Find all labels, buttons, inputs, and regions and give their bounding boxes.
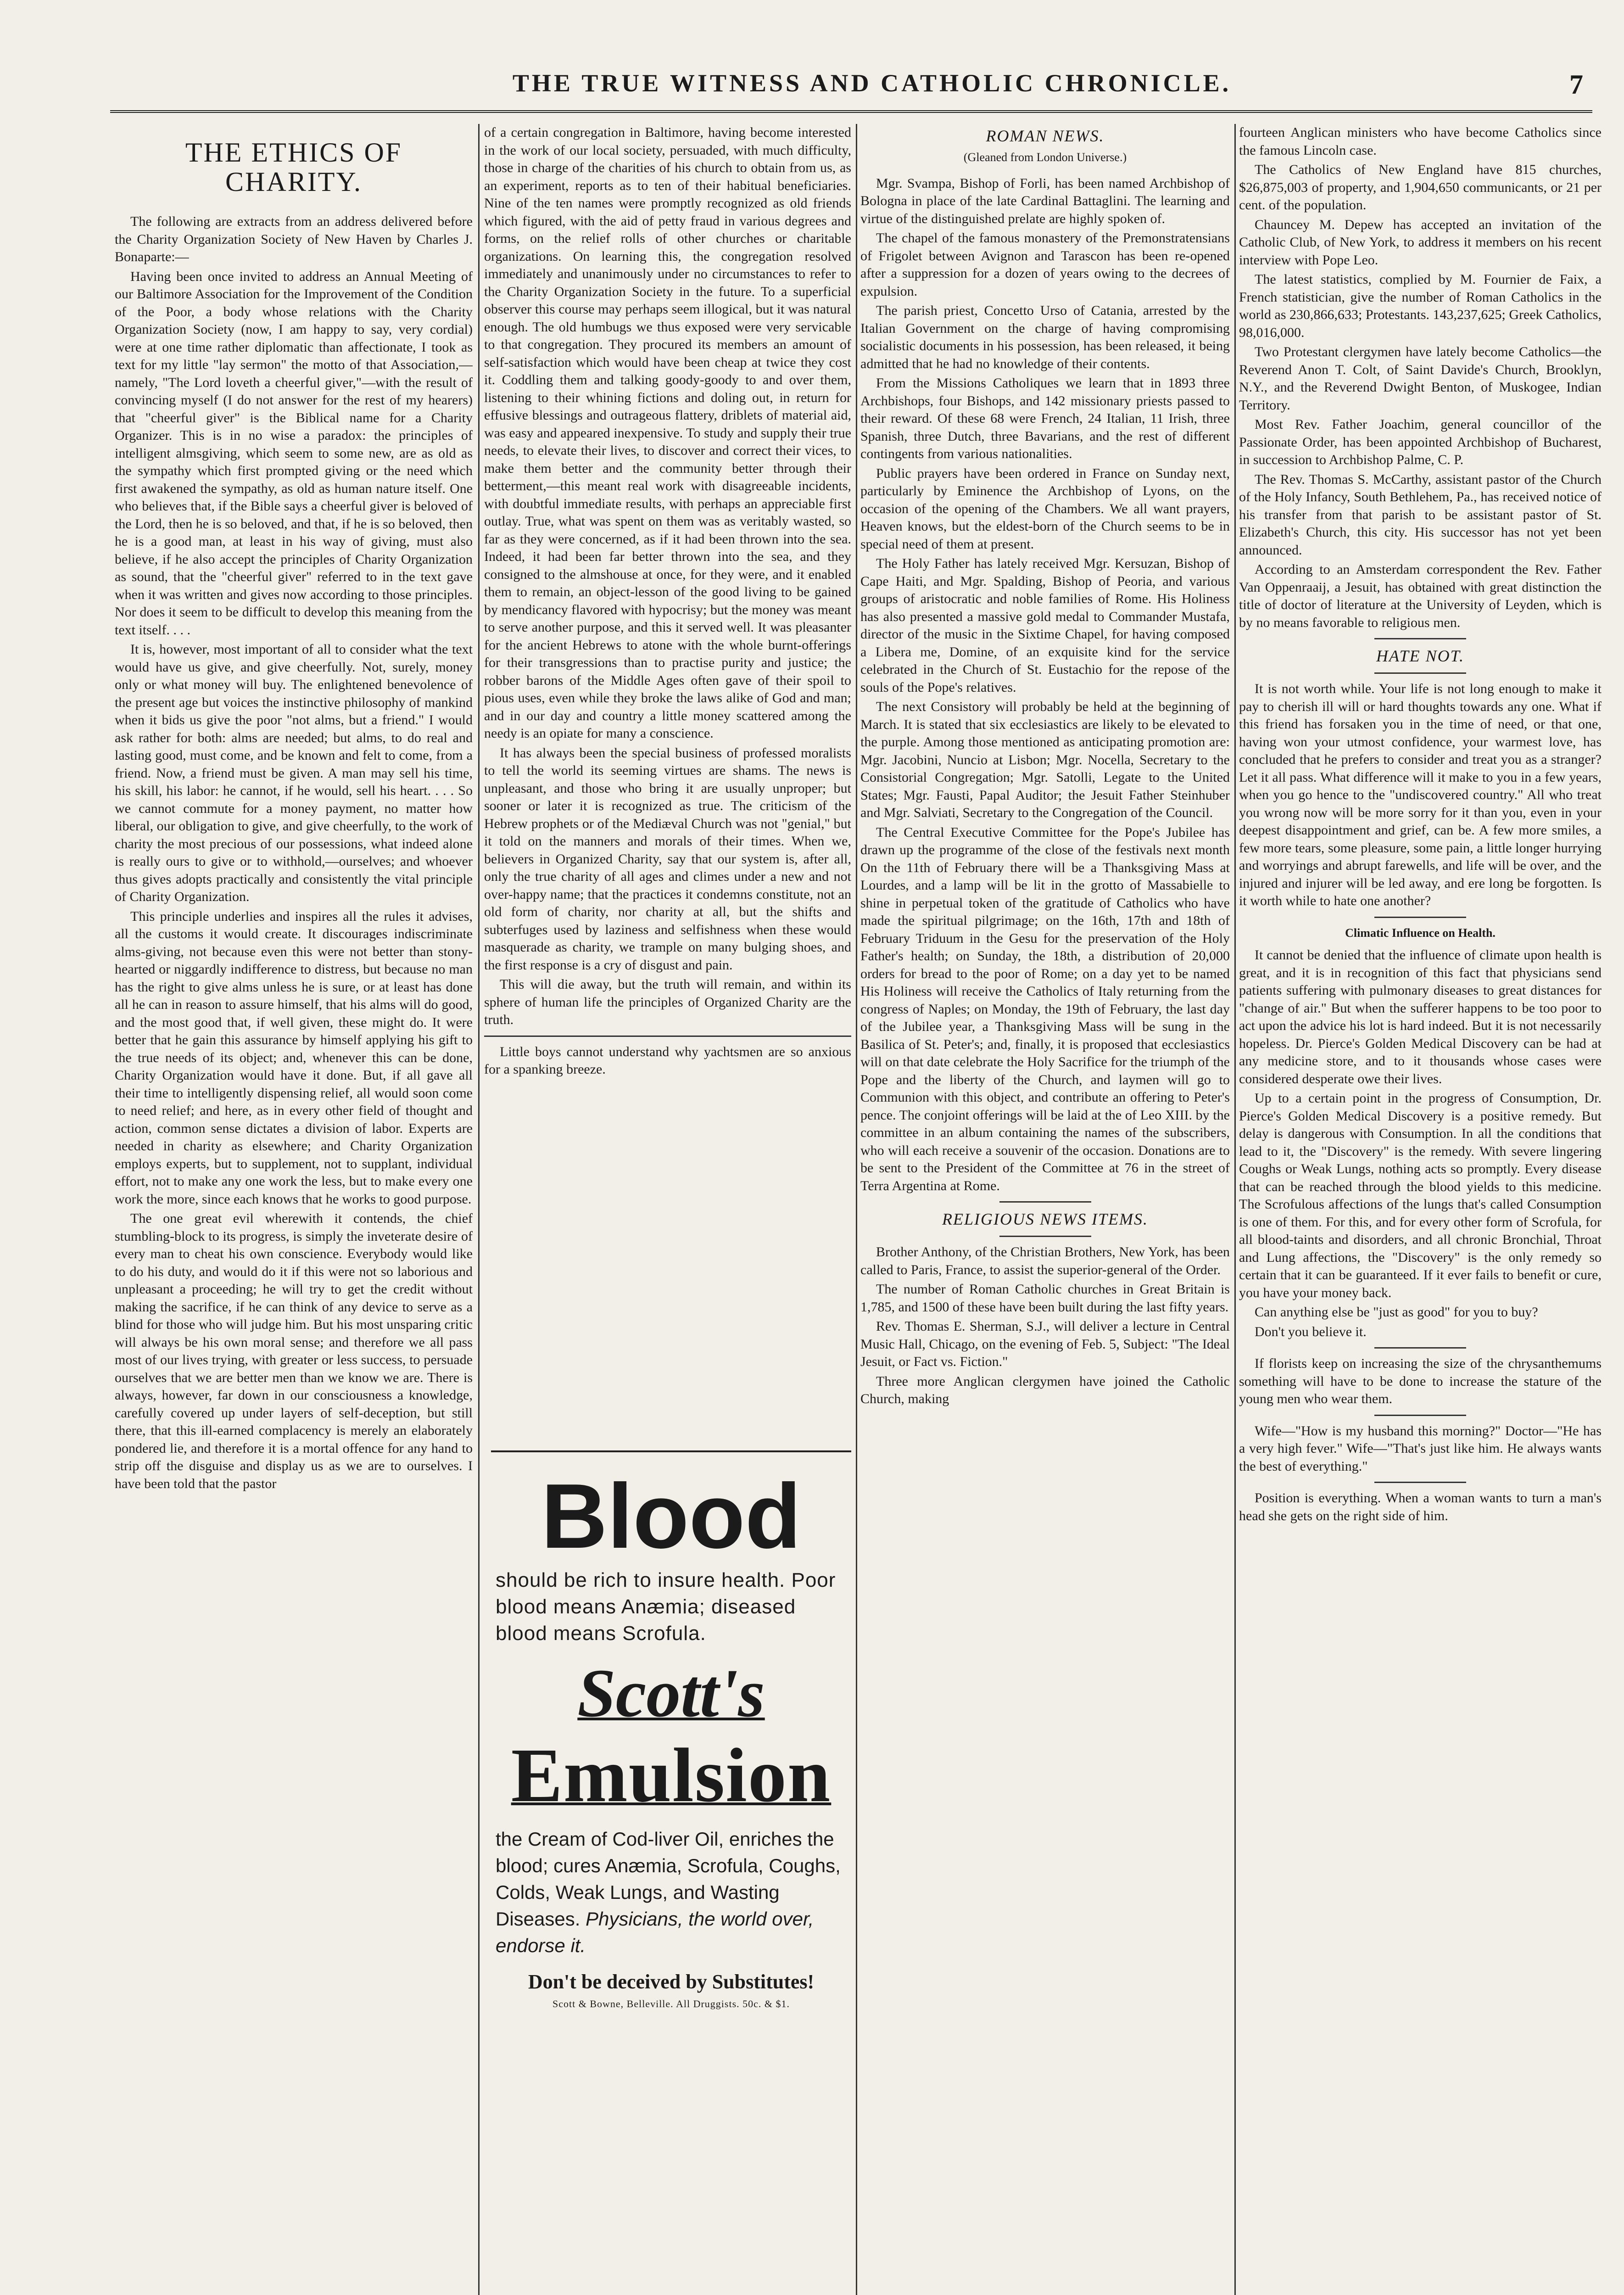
section-rule xyxy=(1374,672,1466,674)
scotts-emulsion-advertisement xyxy=(491,1450,851,2278)
ad-warning: Don't be deceived by Substitutes! xyxy=(528,1970,815,1993)
paragraph: of a certain congregation in Baltimore, having become interested in the work of our local society, persuaded, with much difficulty, those in charge of the charities of his church to obtain from us, as an experiment, reports as to ten of their habitual beneficiaries. Nine of the ten names were promptly recognized as old friends which figured, with the aid of petty fraud in various degrees and forms, on the relief rolls of other churches or charitable organizations. On learning this, the congregation resolved immediately and unanimously under no circumstances to refer to the Charity Organization Society in the future. To a superficial observer this course may perhaps seem illogical, but it was natural enough. The old humbugs we thus exposed were very servicable to that congregation. They procured its members an amount of self-satisfaction which would have been cheap at twice they cost it. Coddling them and talking goody-goody to and over them, listening to their whining fictions and doling out, in return for effusive blessings and outrageous flattery, driblets of material aid, was easy and appeared inexpensive. To study and supply their true needs, to elevate their lives, to discover and correct their vices, to make them better and the community better through their betterment,—this meant real work with disagreeable incidents, with doubtful immediate results, with perhaps an appreciable first outlay. True, what was spent on them was as veritably wasted, so far as they were concerned, as if it had been thrown into the sea. Indeed, it had been far better thrown into the sea, and they consigned to the almshouse at once, for they were, and it enabled them to remain, an object-lesson of the good living to be gained by mendicancy flavored with hypocrisy; but the money was meant to serve another purpose, and this it served well. It was pleasanter for the ancient Hebrews to atone with the whole burnt-offerings for their transgressions than to practise purity and justice; the robber barons of the Middle Ages often gave of their spoil to pious uses, even while they broke the laws alike of God and man; and in our day and country a little money scattered among the needy is an opiate for many a conscience. xyxy=(484,125,851,741)
paragraph: Having been once invited to address an Annual Meeting of our Baltimore Association for the Improvement of the Condition of the Poor, a body whose relations with the Charity Organization Society (now, I am happy to say, very cordial) were at one time rather diplomatic than affectionate, I took as text for my little "lay sermon" the motto of that Association,—namely, "The Lord loveth a cheerful giver,"—with the result of convincing myself (I do not answer for the rest of my hearers) that "cheerful giver" is the Biblical name for a Charity Organizer. This is in no wise a paradox: the principles of intelligent almsgiving, which seem to some new, are as old as the sympathy which first prompted giving or the need which first awakened the sympathy, as old as human nature itself. One who believes that, if the Bible says a cheerful giver is beloved of the Lord, then he is so beloved, and that, if he is so beloved, then he is a good man, at least in his way of giving, must also believe, if he also accept the principles of Charity Organization as sound, that the "cheerful giver" referred to in the text gave when it was written and gives now according to those principles. Nor does it seem to be difficult to develop this meaning from the text itself. . . . xyxy=(115,269,473,638)
paragraph: The number of Roman Catholic churches in Great Britain is 1,785, and 1500 of these have been built during the last fifty years. xyxy=(860,1282,1230,1315)
paragraph: The parish priest, Concetto Urso of Catania, arrested by the Italian Government on the charge of having compromising socialistic documents in his possession, has been released, it being admitted that he had no knowledge of their contents. xyxy=(860,303,1230,371)
paragraph: Two Protestant clergymen have lately become Catholics—the Reverend Anon T. Colt, of Saint Davide's Church, Brooklyn, N.Y., and the Reverend Dwight Benton, of Muskogee, Indian Territory. xyxy=(1239,344,1602,413)
paragraph: Rev. Thomas E. Sherman, S.J., will deliver a lecture in Central Music Hall, Chicago, on the evening of Feb. 5, Subject: "The Ideal Jesuit, or Fact vs. Fiction." xyxy=(860,1319,1230,1369)
paragraph: fourteen Anglican ministers who have become Catholics since the famous Lincoln case. xyxy=(1239,125,1602,158)
column-divider xyxy=(1234,124,1236,2295)
section-rule xyxy=(1374,638,1466,639)
paragraph: Three more Anglican clergymen have joined the Catholic Church, making xyxy=(860,1373,1230,1406)
paragraph: Mgr. Svampa, Bishop of Forli, has been named Archbishop of Bologna in place of the late Cardinal Battaglini. The learning and virtue of the distinguished prelate are highly spoken of. xyxy=(860,175,1230,226)
section-rule xyxy=(1374,917,1466,918)
column-divider xyxy=(856,124,857,2295)
paragraph: It cannot be denied that the influence of climate upon health is great, and it is in recognition of this fact that physicians send patients suffering with pulmonary diseases to great distances for "change of air." But when the sufferer happens to be too poor to act upon the advice his lot is hard indeed. But it is not necessarily hopeless. Dr. Pierce's Golden Medical Discovery can be had at any medicine store, and to it thousands whose cases were considered desperate owe their lives. xyxy=(1239,947,1602,1086)
section-rule xyxy=(999,1236,1091,1237)
paragraph: Don't you believe it. xyxy=(1255,1324,1367,1339)
newspaper-title: THE TRUE WITNESS AND CATHOLIC CHRONICLE. xyxy=(512,69,1232,97)
section-heading-roman-news: ROMAN NEWS. xyxy=(986,127,1105,145)
filler-item: If florists keep on increasing the size of the chrysanthemums something will have to be done to increase the stature of the young men who wear them. xyxy=(1239,1356,1602,1406)
masthead-rule xyxy=(110,110,1592,113)
filler-item: Wife—"How is my husband this morning?" Doctor—"He has a very high fever." Wife—"That's just like him. He always wants the best of everything." xyxy=(1239,1423,1602,1474)
paragraph: Chauncey M. Depew has accepted an invitation of the Catholic Club, of New York, to address it members on his recent interview with Pope Leo. xyxy=(1239,217,1602,268)
ad-description-block xyxy=(496,1826,847,1959)
section-source: (Gleaned from London Universe.) xyxy=(963,151,1127,164)
paragraph: It is not worth while. Your life is not long enough to make it pay to cherish ill will or hard thoughts towards any one. What if this friend has forsaken you in the time of need, or that one, having won your utmost confidence, your warmest love, has concluded that he prefers to consider and treat you as a stranger? Let it all pass. What difference will it make to you in a few years, when you go hence to the "undiscovered country." All who treat you wrong now will be more sorry for it than you, even in your deepest disappointment and grief, can be. A few more smiles, a few more tears, some pleasure, some pain, a little longer hurrying and worryings and abrupt farewells, and life will be over, and the injured and injurer will be led away, and ere long be forgotten. Is it worth while to hate one another? xyxy=(1239,681,1602,908)
paragraph: This principle underlies and inspires all the rules it advises, all the customs it would create. It discourages indiscriminate alms-giving, not because even this were not better than stony-hearted or niggardly indifference to distress, but because no man has the right to give alms unless he is sure, or at least has done all he can in reason to assure himself, that his alms will do good, and the most good that, if well given, these might do. It were better that he gain this assurance by himself applying his gift to the true needs of its object; and, whenever this can be done, Charity Organization would have it done. But, if all gave all their time to intelligently dispensing relief, all would soon come to need relief; and here, as in every other field of thought and action, common sense dictates a division of labor. Experts are needed in charity as elsewhere; and Charity Organization employs experts, but to supplement, not to supplant, individual effort, not to make any one work the less, but to make every one work the more, since each knows that he works to good purpose. xyxy=(115,908,473,1207)
ad-description: the Cream of Cod-liver Oil, enriches the blood; cures Anæmia, Scrofula, Coughs, Colds, Weak Lungs, and Wasting Diseases. xyxy=(496,1828,841,1930)
column-divider xyxy=(478,124,480,2295)
masthead xyxy=(0,0,1624,106)
column-1 xyxy=(115,124,473,2295)
section-rule xyxy=(484,1036,851,1037)
filler-item: Little boys cannot understand why yachtsmen are so anxious for a spanking breeze. xyxy=(484,1044,851,1077)
section-heading-religious-news: RELIGIOUS NEWS ITEMS. xyxy=(942,1210,1148,1228)
section-rule xyxy=(999,1201,1091,1203)
paragraph: The Central Executive Committee for the Pope's Jubilee has drawn up the programme of the close of the festivals next month On the 11th of February there will be a Thanksgiving Mass at Lourdes, and a lamp will be lit in the grotto of Massabielle to shine in perpetual token of the gratitude of Catholics who have made the spiritual pilgrimage; on the 16th, 17th and 18th of February Triduum in the Gesu for the preservation of the Holy Father's health; on Sunday, the 18th, a distribution of 20,000 orders for bread to the poor of Rome; on a day yet to be named His Holiness will receive the Catholics of Italy returning from the congress of Naples; on Monday, the 19th of February, the last day of the Jubilee year, a Thanksgiving Mass will be sung in the Basilica of St. Peter's; and, finally, it is proposed that ecclesiastics will on that date celebrate the Holy Sacrifice for the triumph of the Pope and the liberty of the Church, and laymen will go to Communion with this object, and contribute an offering to Peter's pence. The conjoint offerings will be laid at the of Leo XIII. by the committee in an album containing the names of the subscribers, who will each receive a souvenir of the occasion. Donations are to be sent to the President of the Committee at 76 in the street of Terra Argentina at Rome. xyxy=(860,824,1230,1193)
ad-product-name: Emulsion xyxy=(511,1733,832,1818)
paragraph: The latest statistics, complied by M. Fournier de Faix, a French statistician, give the number of Roman Catholics in the world as 230,866,633; Protestants. 143,237,625; Greek Catholics, 98,016,000. xyxy=(1239,272,1602,340)
paragraph: The next Consistory will probably be held at the beginning of March. It is stated that six ecclesiastics are likely to be elevated to the purple. Among those mentioned as anticipating promotion are: Mgr. Jacobini, Nuncio at Lisbon; Mgr. Nocella, Secretary to the Consistorial Congregation; Mgr. Satolli, Legate to the United States; Mgr. Fausti, Papal Auditor; the Jesuit Father Steinhuber and Mgr. Salviati, Secretary to the Congregation of the Council. xyxy=(860,699,1230,820)
ad-lead-text: should be rich to insure health. Poor blood means Anæmia; diseased blood means Scrofula. xyxy=(496,1569,836,1645)
paragraph: It is, however, most important of all to consider what the text would have us give, and give cheerfully. Not, surely, money only or what money will buy. The enlightened benevolence of the present age but voices the instinctive philosophy of mankind when it bids us give the poor "not alms, but a friend." I would ask rather for both: alms are needed; but alms, to do real and lasting good, must come, and be known and felt to come, from a friend. Now, a friend must be given. A man may sell his time, his skill, his labor: he cannot, if he would, sell his heart. . . . So we cannot commute for a money payment, no matter how liberal, our obligation to give, and give cheerfully, to the work of charity the most precious of our possessions, what indeed alone is really ours to give or to withhold,—ourselves; and whoever thus gives adopts practically and consistently the vital principle of Charity Organization. xyxy=(115,642,473,904)
paragraph: The Rev. Thomas S. McCarthy, assistant pastor of the Church of the Holy Infancy, South Bethlehem, Pa., has received notice of his transfer from that parish to be assistant pastor of St. Elizabeth's Church, this city. His successor has not yet been announced. xyxy=(1239,471,1602,558)
paragraph: Brother Anthony, of the Christian Brothers, New York, has been called to Paris, France, to assist the superior-general of the Order. xyxy=(860,1244,1230,1277)
paragraph: Can anything else be "just as good" for you to buy? xyxy=(1255,1304,1538,1320)
paragraph: The following are extracts from an address delivered before the Charity Organization Society of New Haven by Charles J. Bonaparte:— xyxy=(115,214,473,264)
ad-headline: Blood xyxy=(541,1465,801,1567)
paragraph: The Catholics of New England have 815 churches, $26,875,003 of property, and 1,904,650 communicants, or 21 per cent. of the population. xyxy=(1239,162,1602,213)
paragraph: This will die away, but the truth will remain, and within its sphere of human life the principles of Organized Charity are the truth. xyxy=(484,977,851,1027)
paragraph: From the Missions Catholiques we learn that in 1893 three Archbishops, four Bishops, and 142 missionary priests passed to their reward. Of these 68 were French, 24 Italian, 11 Irish, three Spanish, three Dutch, three Bavarians, and the rest of different contingents from various nationalities. xyxy=(860,375,1230,461)
ad-endorsement: Physicians, the world over, endorse it. xyxy=(496,1908,814,1956)
paragraph: The one great evil wherewith it contends, the chief stumbling-block to its progress, is simply the inveterate desire of every man to cheat his own conscience. Everybody would like to do his duty, and would do it if this were not so laborious and unpleasant a proceeding; he will try to get the credit without making the sacrifice, if he can think of any device to serve as a blind for those who will judge him. But his most unsparing critic will always be his own moral sense; and therefore we all pass most of our lives trying, with greater or less success, to persuade ourselves that we are better men than we know we are. There is always, however, far down in our consciousness a knowledge, carefully covered up under layers of self-deception, but still there, that this ill-earned complacency is merely an elaborately pondered lie, and therefore it is a mortal offence for any hand to strip off the disguise and display us as we are to ourselves. I have been told that the pastor xyxy=(115,1211,473,1491)
column-4 xyxy=(1239,124,1602,2295)
article-heading-ethics: THE ETHICS OF CHARITY. xyxy=(185,137,402,197)
section-rule xyxy=(1374,1347,1466,1349)
ad-footer: Scott & Bowne, Belleville. All Druggists. 50c. & $1. xyxy=(552,1998,790,2010)
paragraph: Most Rev. Father Joachim, general councillor of the Passionate Order, has been appointed Archbishop of Bucharest, in succession to Archbishop Palme, C. P. xyxy=(1239,417,1602,467)
paragraph: Public prayers have been ordered in France on Sunday next, particularly by Eminence the Archbishop of Lyons, on the occasion of the opening of the Chambers. We all want prayers, Heaven knows, but the eldest-born of the Church seems to be in special need of them at present. xyxy=(860,465,1230,552)
ad-brand-name: Scott's xyxy=(577,1655,765,1731)
page-number: 7 xyxy=(1569,69,1583,100)
paragraph: Up to a certain point in the progress of Consumption, Dr. Pierce's Golden Medical Discovery is a positive remedy. But delay is dangerous with Consumption. In all the conditions that lead to it, the "Discovery" is the remedy. With severe lingering Coughs or Weak Lungs, nothing acts so promptly. Every disease that can be reached through the blood yields to this medicine. The Scrofulous affections of the lungs that's called Consumption is one of them. For this, and for every other form of Scrofula, for all blood-taints and disorders, and all chronic Bronchial, Throat and Lung affections, the "Discovery" is the only remedy so certain that it can be guaranteed. If it ever fails to benefit or cure, you have your money back. xyxy=(1239,1091,1602,1300)
column-3 xyxy=(860,124,1230,2295)
paragraph: It has always been the special business of professed moralists to tell the world its seeming virtues are shams. The news is unpleasant, and those who bring it are usually unproper; but sooner or later it is recognized as true. The criticism of the Hebrew prophets or of the Mediæval Church was not "genial," but it told on the manners and morals of their times. When we, believers in Organized Charity, say that our system is, after all, only the true charity of all ages and climes under a new and not over-happy name; that the practices it condemns constitute, not an old form of charity, nor charity at all, but the shifts and subterfuges used by laziness and selfishness when these would masquerade as charity, we trample on many bulging shoes, and the first response is a cry of disgust and pain. xyxy=(484,745,851,973)
section-rule xyxy=(1374,1415,1466,1416)
paragraph: The chapel of the famous monastery of the Premonstratensians of Frigolet between Avignon and Tarascon has been re-opened after a suppression for a dozen of years owing to the decrees of expulsion. xyxy=(860,230,1230,299)
column-2 xyxy=(484,124,851,1446)
filler-item: Position is everything. When a woman wants to turn a man's head she gets on the right side of him. xyxy=(1239,1490,1602,1523)
section-heading-hate-not: HATE NOT. xyxy=(1376,647,1465,665)
paragraph: The Holy Father has lately received Mgr. Kersuzan, Bishop of Cape Haiti, and Mgr. Spalding, Bishop of Peoria, and various groups of aristocratic and noble families of Rome. His Holiness has also presented a massive gold medal to Commander Mustafa, director of the music in the Sixtime Chapel, for having composed a Libera me, Domine, of an exquisite kind for the service celebrated in the Church of St. Eustachio for the repose of the souls of the Pope's relatives. xyxy=(860,556,1230,695)
section-rule xyxy=(1374,1482,1466,1483)
paragraph: According to an Amsterdam correspondent the Rev. Father Van Oppenraaij, a Jesuit, has obtained with great distinction the title of doctor of literature at the University of Leyden, which is by no means favorable to religious men. xyxy=(1239,562,1602,630)
section-heading-climatic: Climatic Influence on Health. xyxy=(1345,926,1496,940)
